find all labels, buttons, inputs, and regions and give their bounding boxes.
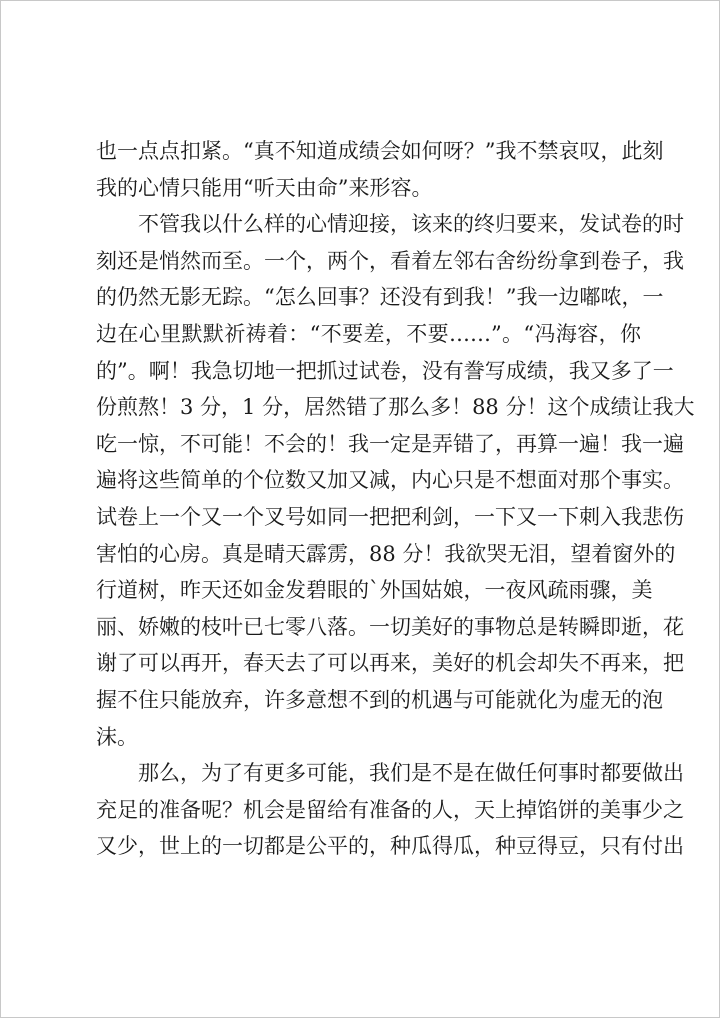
text-line: 也一点点扣紧。“真不知道成绩会如何呀？”我不禁哀叹，此刻 (96, 139, 664, 163)
text-line: 不管我以什么样的心情迎接，该来的终归要来，发试卷的时 (138, 212, 684, 237)
text-line: 刻还是悄然而至。一个，两个，看着左邻右舍纷纷拿到卷子，我 (96, 248, 684, 273)
text-line: 又少，世上的一切都是公平的，种瓜得瓜，种豆得豆，只有付出 (96, 834, 684, 859)
text-line: 的仍然无影无踪。“怎么回事？还没有到我！”我一边嘟哝，一 (96, 285, 664, 310)
document-body (96, 133, 695, 865)
text-line: 充足的准备呢？机会是留给有准备的人，天上掉馅饼的美事少之 (96, 797, 684, 822)
paragraph-2 (96, 206, 695, 755)
text-line: 的”。啊！我急切地一把抓过试卷，没有誊写成绩，我又多了一 (96, 358, 674, 383)
text-line: 边在心里默默祈祷着：“不要差，不要……”。“冯海容，你 (96, 321, 641, 346)
text-line: 沫。 (96, 724, 138, 749)
text-line: 那么，为了有更多可能，我们是不是在做任何事时都要做出 (138, 761, 684, 786)
paragraph-1 (96, 133, 664, 206)
text-line: 丽、娇嫩的枝叶已七零八落。一切美好的事物总是转瞬即逝，花 (96, 614, 684, 639)
text-line: 我的心情只能用“听天由命”来形容。 (96, 175, 433, 200)
text-line: 谢了可以再开，春天去了可以再来，美好的机会却失不再来，把 (96, 651, 684, 676)
text-line: 吃一惊，不可能！不会的！我一定是弄错了，再算一遍！我一遍 (96, 431, 684, 456)
text-line: 害怕的心房。真是晴天霹雳，88 分！我欲哭无泪，望着窗外的 (96, 541, 676, 566)
paragraph-3 (96, 755, 684, 865)
text-line: 行道树，昨天还如金发碧眼的`外国姑娘，一夜风疏雨骤，美 (96, 578, 653, 603)
text-line: 试卷上一个又一个叉号如同一把把利剑，一下又一下刺入我悲伤 (96, 504, 684, 529)
text-line: 份煎熬！3 分，1 分，居然错了那么多！88 分！这个成绩让我大 (96, 395, 695, 420)
text-line: 握不住只能放弃，许多意想不到的机遇与可能就化为虚无的泡 (96, 687, 663, 712)
text-line: 遍将这些简单的个位数又加又减，内心只是不想面对那个事实。 (96, 468, 684, 493)
